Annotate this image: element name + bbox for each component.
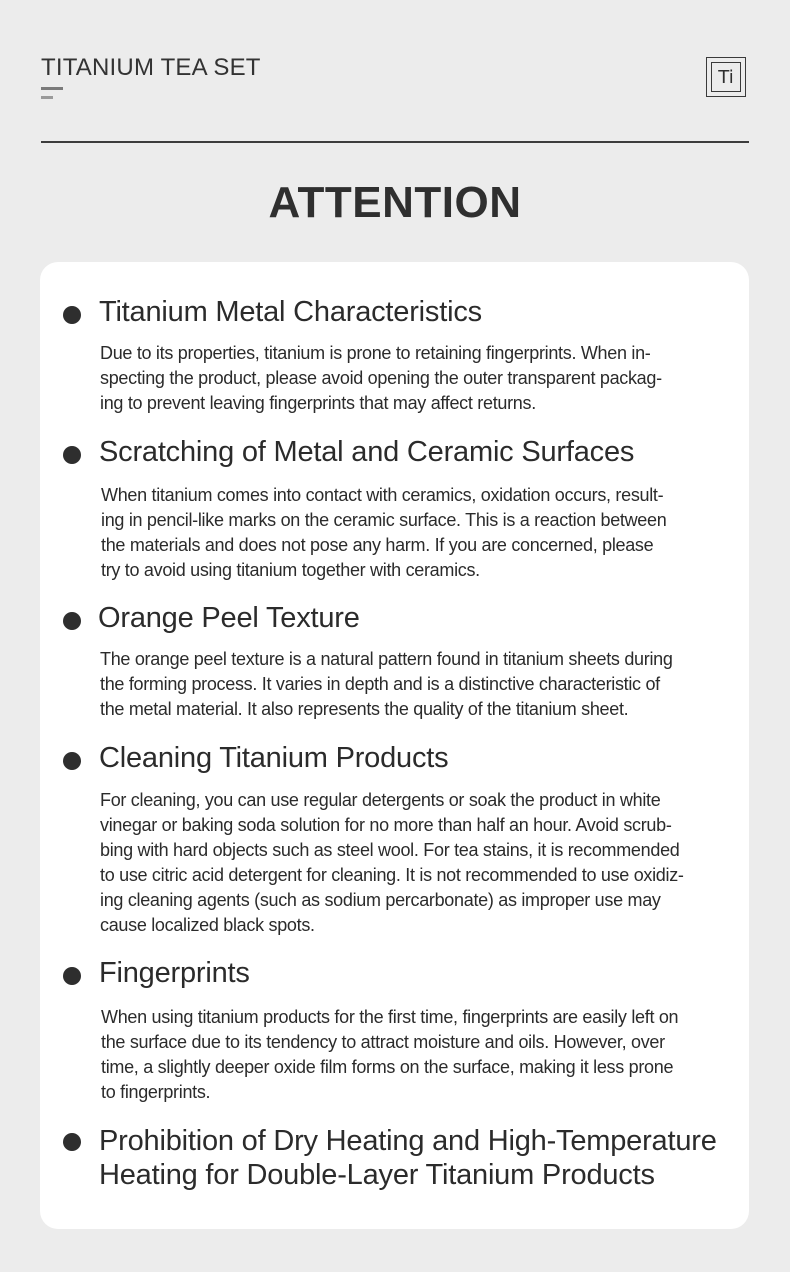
brand-accent-bar [41,87,63,90]
body-line: bing with hard objects such as steel wool. For tea stains, it is recommended [100,840,680,860]
section-title-fingerprints: Fingerprints [99,957,250,989]
section-body-scratching [101,483,731,583]
body-line: to use citric acid detergent for cleaning. It is not recommended to use oxidiz- [100,865,684,885]
bullet-icon [63,1133,81,1151]
header-divider [41,141,749,143]
section-title-orange-peel: Orange Peel Texture [98,602,360,634]
attention-card [40,262,749,1229]
body-line: When titanium comes into contact with ceramics, oxidation occurs, result- [101,485,664,505]
body-line: vinegar or baking soda solution for no more than half an hour. Avoid scrub- [100,815,672,835]
titanium-logo-mark: Ti [711,62,741,92]
body-line: For cleaning, you can use regular detergents or soak the product in white [100,790,661,810]
brand-title: TITANIUM TEA SET [41,54,261,81]
body-line: the surface due to its tendency to attract moisture and oils. However, over [101,1032,665,1052]
section-title-dry-heating: Prohibition of Dry Heating and High-Temperature Heating for Double-Layer Titanium Products [99,1125,717,1191]
body-line: cause localized black spots. [100,915,315,935]
bullet-icon [63,612,81,630]
body-line: the metal material. It also represents the quality of the titanium sheet. [100,699,629,719]
body-line: The orange peel texture is a natural pattern found in titanium sheets during [100,649,673,669]
body-line: time, a slightly deeper oxide film forms on the surface, making it less prone [101,1057,674,1077]
body-line: ing cleaning agents (such as sodium percarbonate) as improper use may [100,890,661,910]
body-line: When using titanium products for the first time, fingerprints are easily left on [101,1007,679,1027]
section-body-fingerprints [101,1005,731,1105]
body-line: ing in pencil-like marks on the ceramic surface. This is a reaction between [101,510,667,530]
section-body-titanium-characteristics [100,341,730,416]
body-line: Due to its properties, titanium is prone to retaining fingerprints. When in- [100,343,651,363]
section-title-scratching: Scratching of Metal and Ceramic Surfaces [99,436,635,468]
section-title-titanium-characteristics: Titanium Metal Characteristics [99,296,482,328]
body-line: the materials and does not pose any harm. If you are concerned, please [101,535,654,555]
bullet-icon [63,446,81,464]
section-title-cleaning: Cleaning Titanium Products [99,742,449,774]
bullet-icon [63,306,81,324]
body-line: ing to prevent leaving fingerprints that may affect returns. [100,393,536,413]
body-line: specting the product, please avoid opening the outer transparent packag- [100,368,662,388]
titanium-logo [706,57,746,97]
bullet-icon [63,752,81,770]
section-body-orange-peel [100,647,730,722]
page-title: ATTENTION [268,178,522,227]
body-line: try to avoid using titanium together with ceramics. [101,560,480,580]
brand-accent-bar-short [41,96,53,99]
body-line: the forming process. It varies in depth and is a distinctive characteristic of [100,674,660,694]
bullet-icon [63,967,81,985]
body-line: to fingerprints. [101,1082,211,1102]
section-body-cleaning [100,788,730,938]
